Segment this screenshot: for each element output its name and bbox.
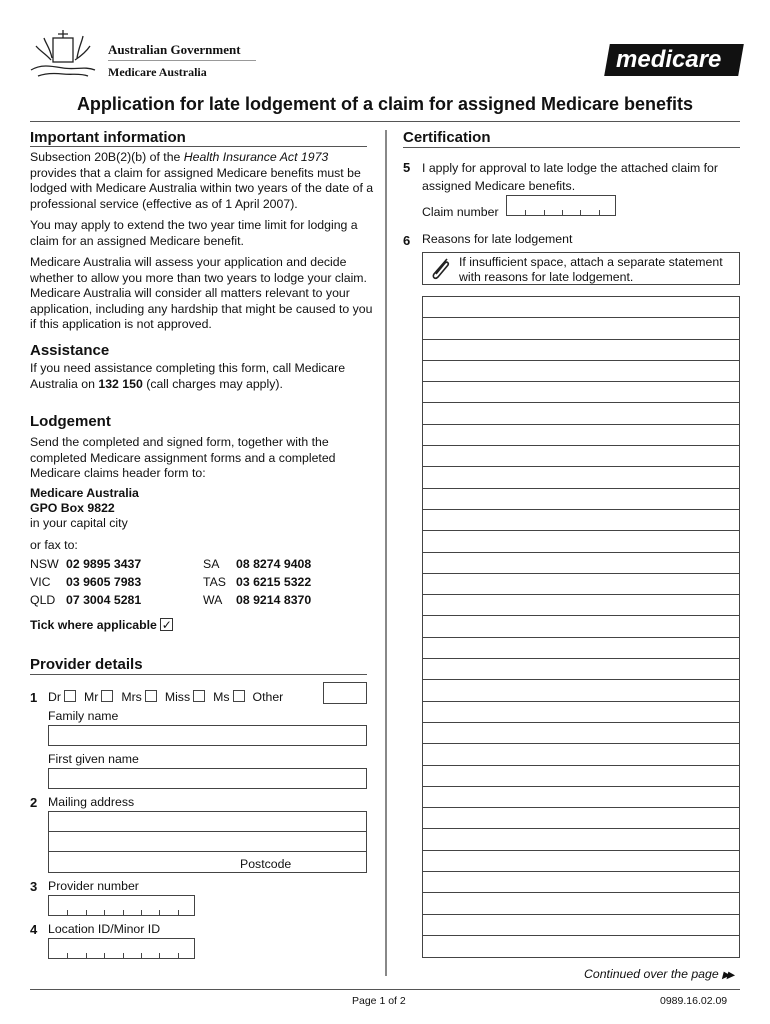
fax-label: or fax to: (30, 538, 78, 552)
digit-divider (67, 910, 68, 915)
digit-divider (562, 210, 563, 215)
family-name-label: Family name (48, 709, 119, 723)
reason-line[interactable] (423, 382, 739, 403)
tick-example-icon: ✓ (161, 618, 172, 632)
coat-of-arms-logo (28, 26, 98, 84)
digit-divider (141, 953, 142, 958)
fax-number: VIC 03 9605 7983 (30, 575, 142, 589)
reason-line[interactable] (423, 489, 739, 510)
page-title: Application for late lodgement of a claim for assigned Medicare benefits (76, 94, 694, 114)
question-number: 2 (30, 795, 38, 810)
title-checkbox[interactable] (101, 690, 113, 702)
reason-line[interactable] (423, 723, 739, 744)
reason-line[interactable] (423, 915, 739, 936)
continued-note: Continued over the page ▶▶ (584, 967, 732, 981)
location-id-input[interactable] (48, 938, 195, 959)
reasons-input[interactable] (422, 296, 740, 958)
reason-line[interactable] (423, 297, 739, 318)
question-number: 5 (403, 160, 411, 175)
title-label: Dr (48, 690, 61, 704)
digit-divider (67, 953, 68, 958)
provider-number-input[interactable] (48, 895, 195, 916)
question-number: 3 (30, 879, 38, 894)
lodgement-heading: Lodgement (30, 413, 111, 430)
digit-divider (178, 953, 179, 958)
reason-line[interactable] (423, 403, 739, 424)
provider-number-label: Provider number (48, 879, 139, 893)
claim-number-input[interactable] (506, 195, 616, 216)
fax-number: NSW 02 9895 3437 (30, 557, 142, 571)
question-number: 6 (403, 233, 411, 248)
digit-divider (86, 910, 87, 915)
title-label: Other (252, 690, 284, 704)
reason-line[interactable] (423, 787, 739, 808)
reason-line[interactable] (423, 467, 739, 488)
address-line: in your capital city (30, 516, 128, 530)
reason-line[interactable] (423, 872, 739, 893)
title-label: Ms (213, 690, 230, 704)
address-line: Medicare Australia (30, 486, 139, 500)
attachment-note-text: If insufficient space, attach a separate statement with reasons for late lodgement. (459, 255, 723, 284)
reason-line[interactable] (423, 766, 739, 787)
reason-line[interactable] (423, 659, 739, 680)
title-checkbox[interactable] (233, 690, 245, 702)
digit-divider (544, 210, 545, 215)
digit-divider (141, 910, 142, 915)
title-checkbox[interactable] (145, 690, 157, 702)
digit-divider (104, 953, 105, 958)
location-id-label: Location ID/Minor ID (48, 922, 161, 936)
reason-line[interactable] (423, 851, 739, 872)
reason-line[interactable] (423, 318, 739, 339)
fax-number: TAS 03 6215 5322 (203, 575, 312, 589)
title-other-input[interactable] (323, 682, 367, 704)
lodgement-text: Send the completed and signed form, together with the completed Medicare assignment forms and a completed Medicare claims header form to: (30, 435, 336, 480)
reason-line[interactable] (423, 702, 739, 723)
title-label: Miss (164, 690, 191, 704)
assistance-heading: Assistance (30, 342, 110, 359)
digit-divider (159, 953, 160, 958)
reason-line[interactable] (423, 808, 739, 829)
page-number: Page 1 of 2 (352, 995, 406, 1007)
digit-divider (178, 910, 179, 915)
claim-number-label: Claim number (422, 205, 499, 219)
question-number: 4 (30, 922, 38, 937)
digit-divider (123, 953, 124, 958)
reasons-label: Reasons for late lodgement (422, 232, 573, 246)
reason-line[interactable] (423, 531, 739, 552)
title-options (48, 690, 283, 706)
attachment-note (422, 252, 740, 285)
column-divider (385, 130, 387, 976)
title-checkbox[interactable] (193, 690, 205, 702)
tick-instruction: Tick where applicable ✓ (30, 618, 172, 632)
digit-divider (580, 210, 581, 215)
digit-divider (599, 210, 600, 215)
reason-line[interactable] (423, 744, 739, 765)
provider-heading: Provider details (30, 656, 143, 673)
digit-divider (104, 910, 105, 915)
reason-line[interactable] (423, 638, 739, 659)
reason-line[interactable] (423, 425, 739, 446)
digit-divider (123, 910, 124, 915)
reason-line[interactable] (423, 340, 739, 361)
family-name-input[interactable] (48, 725, 367, 746)
reason-line[interactable] (423, 446, 739, 467)
assistance-text: If you need assistance completing this form, call Medicare Australia on 132 150 (call charges may apply). (30, 361, 346, 391)
address-line: GPO Box 9822 (30, 501, 115, 515)
reason-line[interactable] (423, 574, 739, 595)
title-label: Mrs (121, 690, 142, 704)
digit-divider (159, 910, 160, 915)
title-checkbox[interactable] (64, 690, 76, 702)
question-number: 1 (30, 690, 38, 705)
agency-name: Medicare Australia (108, 65, 207, 79)
medicare-logo-text: medicare (616, 46, 722, 73)
digit-divider (525, 210, 526, 215)
paperclip-icon (427, 256, 453, 282)
title-label: Mr (83, 690, 99, 704)
form-code: 0989.16.02.09 (660, 995, 728, 1007)
reason-line[interactable] (423, 829, 739, 850)
reason-line[interactable] (423, 616, 739, 637)
fax-number: SA 08 8274 9408 (203, 557, 312, 571)
reason-line[interactable] (423, 553, 739, 574)
certification-statement: I apply for approval to late lodge the attached claim for assigned Medicare benefits. (422, 161, 718, 193)
government-name: Australian Government (108, 42, 241, 57)
reason-line[interactable] (423, 595, 739, 616)
reason-line[interactable] (423, 936, 739, 957)
reason-line[interactable] (423, 680, 739, 701)
mailing-address-input[interactable] (48, 811, 367, 873)
important-heading: Important information (30, 129, 186, 146)
fax-number: QLD 07 3004 5281 (30, 593, 142, 607)
double-arrow-icon: ▶▶ (722, 970, 732, 981)
certification-heading: Certification (403, 129, 491, 146)
digit-divider (86, 953, 87, 958)
given-name-label: First given name (48, 752, 139, 766)
mailing-address-label: Mailing address (48, 795, 135, 809)
reason-line[interactable] (423, 893, 739, 914)
given-name-input[interactable] (48, 768, 367, 789)
reason-line[interactable] (423, 361, 739, 382)
important-text: Subsection 20B(2)(b) of the Health Insurance Act 1973 provides that a claim for assigned Medicare benefits must be lodged with Medicare Australia within two years of the date of a professional service (effective as of 1 April 2007). You may apply to extend the two year time limit for lodging a claim for an assigned Medicare benefit. Medicare Australia will assess your application and decide whether to allow you more than two years to lodge your claim. Medicare Australia will consider all matters relevant to your application, including any hardship that might be caused to you if this application is not approved. (30, 150, 374, 331)
postcode-label: Postcode (240, 857, 292, 871)
fax-number: WA 08 9214 8370 (203, 593, 312, 607)
reason-line[interactable] (423, 510, 739, 531)
